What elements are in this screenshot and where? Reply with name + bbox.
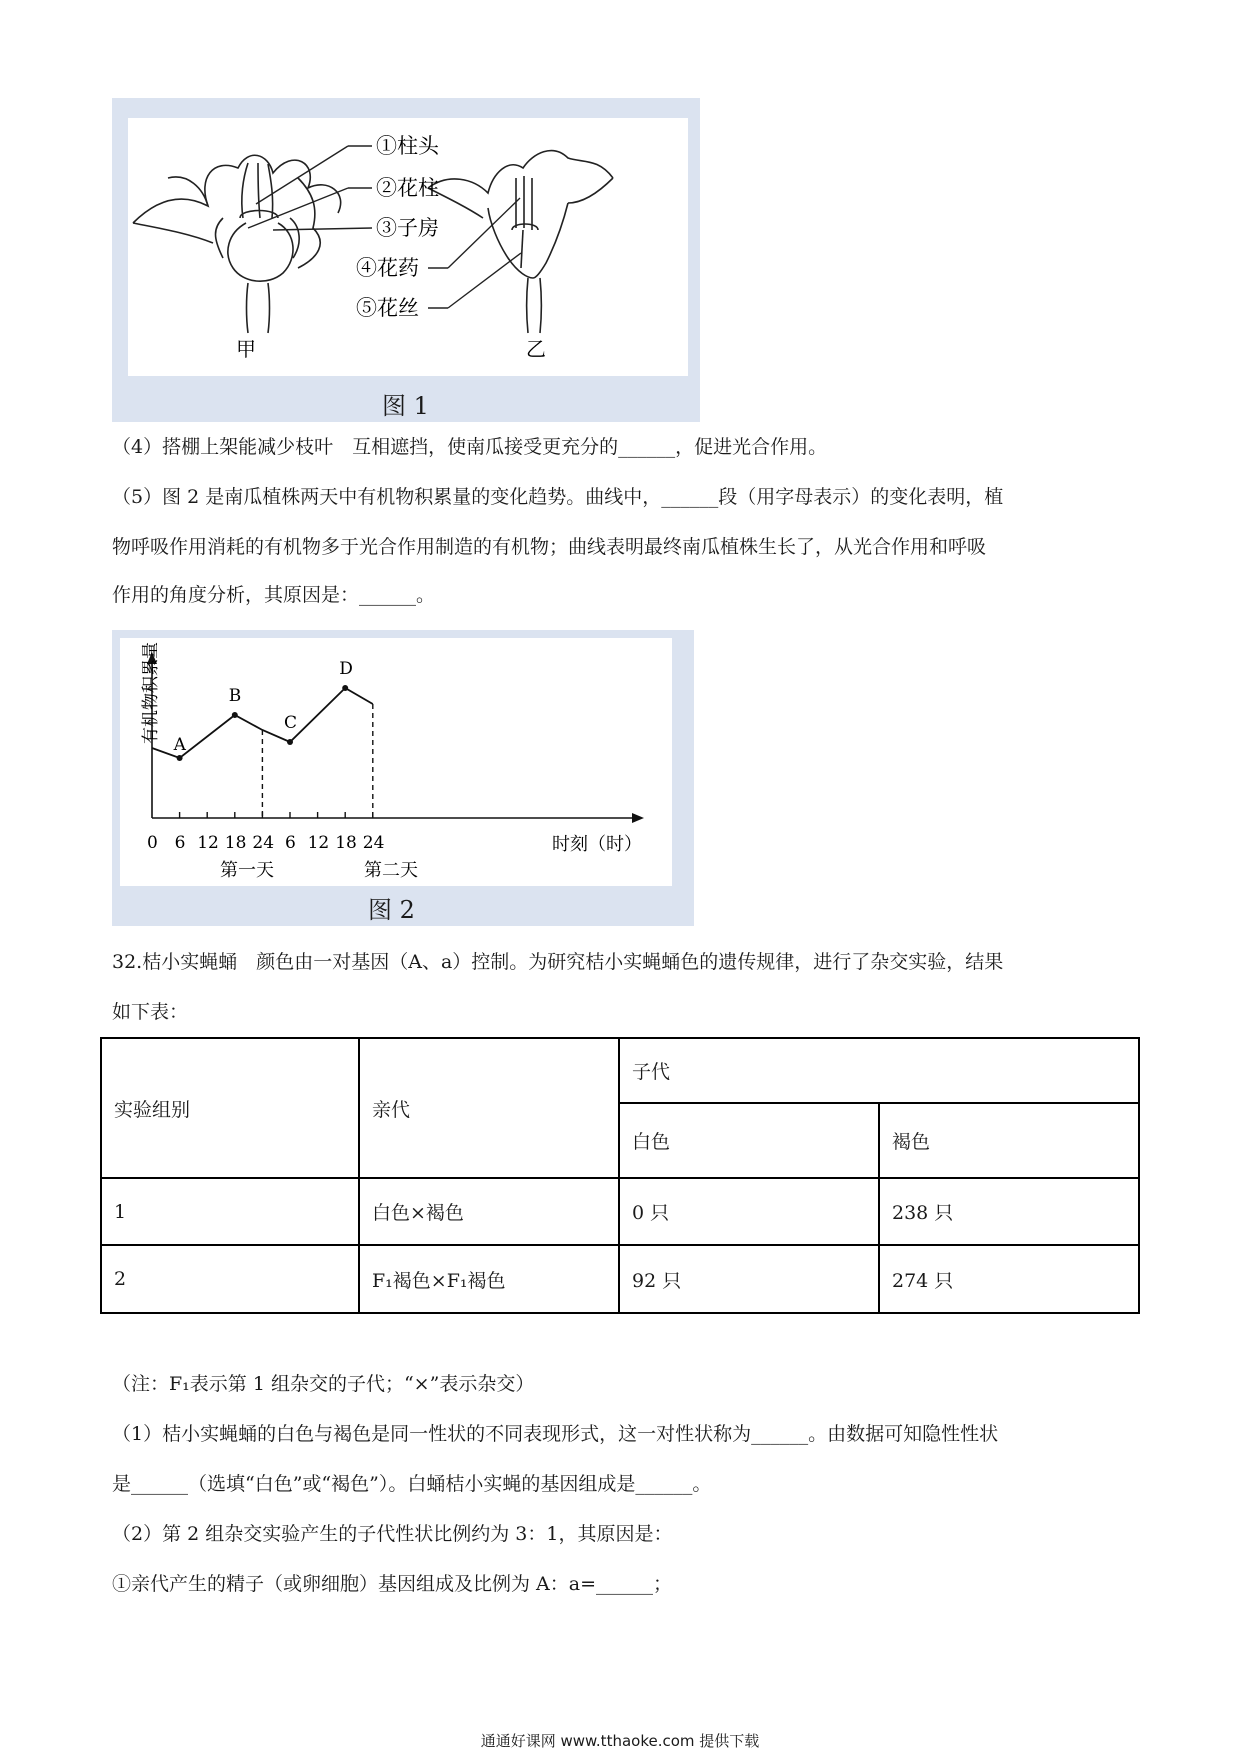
x-tick-label: 0 <box>147 833 158 853</box>
figure-2 <box>112 630 694 926</box>
question-5-line-3: 作用的角度分析，其原因是：______。 <box>112 584 436 606</box>
point-label-D: D <box>339 659 353 679</box>
header-brown: 褐色 <box>879 1103 1139 1178</box>
figure-2-drawing-area <box>120 638 672 886</box>
point-label-B: B <box>228 686 242 706</box>
x-tick-label: 18 <box>335 833 357 853</box>
flower-yi <box>428 151 613 333</box>
table-row <box>101 1178 1139 1245</box>
y-axis-label: 有机物积累量 <box>141 642 161 744</box>
part-label-5: ⑤花丝 <box>356 296 419 320</box>
row-2-group: 2 <box>101 1245 359 1313</box>
part-label-4: ④花药 <box>356 256 419 280</box>
x-tick-label: 24 <box>362 833 385 853</box>
question-32-part-1-line-1: （1）桔小实蝇蛹的白色与褐色是同一性状的不同表现形式，这一对性状称为______。由数据可知隐性性状 <box>112 1423 999 1445</box>
header-parent: 亲代 <box>359 1038 619 1178</box>
row-2-white: 92 只 <box>619 1245 879 1313</box>
question-5-line-1: （5）图 2 是南瓜植株两天中有机物积累量的变化趋势。曲线中，______段（用字母表示）的变化表明，植 <box>112 486 1004 508</box>
row-1-brown: 238 只 <box>879 1178 1139 1245</box>
part-label-1: ①柱头 <box>376 134 439 158</box>
part-label-3: ③子房 <box>376 216 439 240</box>
point-C <box>287 739 293 745</box>
point-D <box>342 685 348 691</box>
figure-1 <box>112 98 700 422</box>
x-tick-label: 12 <box>307 833 330 853</box>
flower-jia <box>133 155 341 333</box>
question-32-part-1-line-2: 是______（选填“白色”或“褐色”）。白蛹桔小实蝇的基因组成是______。 <box>112 1473 712 1495</box>
header-group: 实验组别 <box>101 1038 359 1178</box>
results-table <box>100 1037 1140 1314</box>
table-row <box>101 1245 1139 1313</box>
figure-2-caption: 图 2 <box>368 896 415 924</box>
table-note: （注：F₁表示第 1 组杂交的子代；“×”表示杂交） <box>112 1373 535 1395</box>
figure-1-label-yi: 乙 <box>526 337 546 361</box>
question-32-part-2-line-2: ①亲代产生的精子（或卵细胞）基因组成及比例为 A：a=______； <box>112 1573 673 1595</box>
question-4: （4）搭棚上架能减少枝叶 互相遮挡，使南瓜接受更充分的______，促进光合作用。 <box>112 436 828 458</box>
row-1-group: 1 <box>101 1178 359 1245</box>
row-2-brown: 274 只 <box>879 1245 1139 1313</box>
day-label-1: 第一天 <box>220 860 274 881</box>
x-tick-label: 12 <box>197 833 219 853</box>
x-tick-label: 6 <box>174 833 186 853</box>
point-A <box>177 755 183 761</box>
question-32-part-2-line-1: （2）第 2 组杂交实验产生的子代性状比例约为 3：1，其原因是： <box>112 1523 673 1545</box>
accumulation-chart <box>120 638 672 886</box>
part-label-2: ②花柱 <box>376 176 439 200</box>
row-1-white: 0 只 <box>619 1178 879 1245</box>
figure-1-caption: 图 1 <box>382 392 429 420</box>
flower-diagram <box>128 118 688 376</box>
point-label-A: A <box>173 735 186 755</box>
question-32-line-2: 如下表： <box>112 1001 189 1023</box>
x-axis-label: 时刻（时） <box>552 834 642 855</box>
figure-1-label-jia: 甲 <box>236 337 256 361</box>
point-B <box>232 712 238 718</box>
row-1-parent: 白色×褐色 <box>359 1178 619 1245</box>
question-5-line-2: 物呼吸作用消耗的有机物多于光合作用制造的有机物；曲线表明最终南瓜植株生长了，从光合作用和呼吸 <box>112 536 987 558</box>
x-tick-label: 6 <box>285 833 296 853</box>
x-axis-arrow <box>632 813 644 823</box>
row-2-parent: F₁褐色×F₁褐色 <box>359 1245 619 1313</box>
question-32-line-1: 32.桔小实蝇蛹 颜色由一对基因（A、a）控制。为研究桔小实蝇蛹色的遗传规律，进行了杂交实验，结果 <box>112 951 1004 973</box>
day-label-2: 第二天 <box>364 860 418 881</box>
figure-1-drawing-area <box>128 118 688 376</box>
x-tick-label: 18 <box>224 833 247 853</box>
header-white: 白色 <box>619 1103 879 1178</box>
page-footer: 通通好课网 www.tthaoke.com 提供下载 <box>480 1732 760 1750</box>
point-label-C: C <box>284 713 298 733</box>
x-tick-label: 24 <box>252 833 275 853</box>
header-offspring: 子代 <box>619 1038 1139 1103</box>
